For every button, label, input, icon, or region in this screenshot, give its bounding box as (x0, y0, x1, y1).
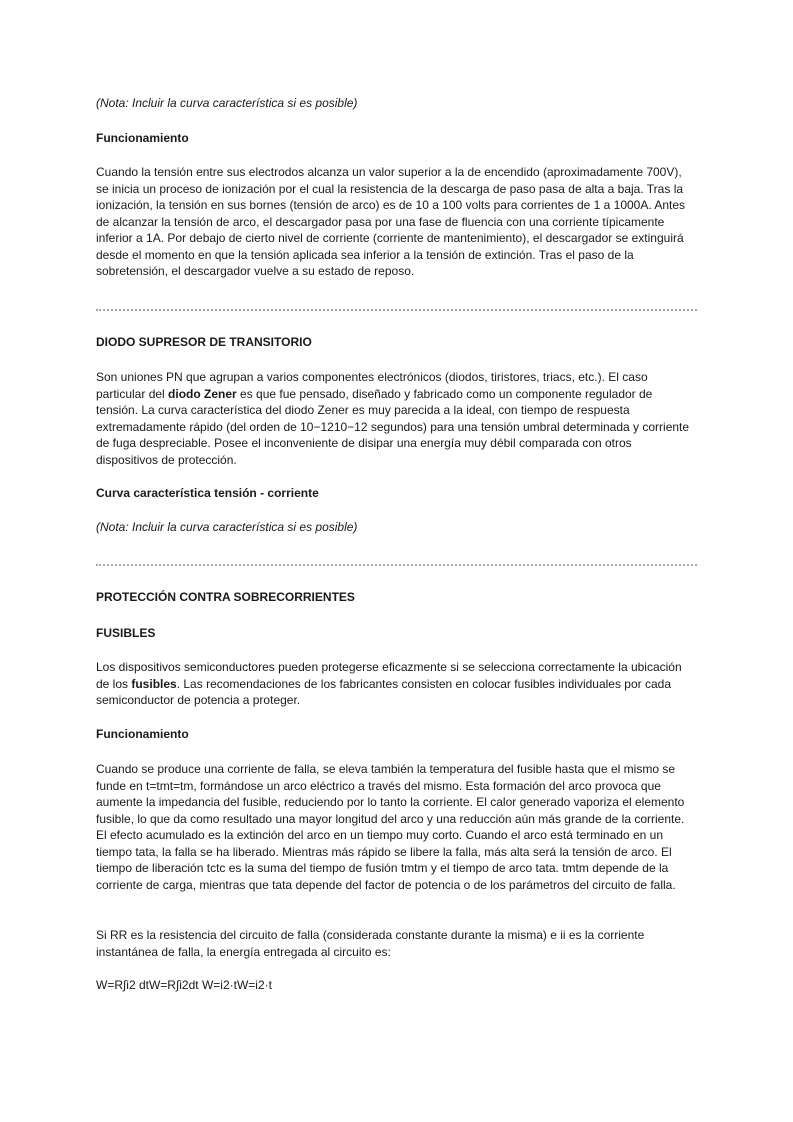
paragraph-descargador: Cuando la tensión entre sus electrodos alcanza un valor superior a la de encendido (aproximadamente 700V), se inicia un proceso de ionización por el cual la resistencia de la descarga de paso pasa de alta a baja. Tras la ionización, la tensión en sus bornes (tensión de arco) es de 10 a 100 volts para corrientes de 1 a 1000A. Antes de alcanzar la tensión de arco, el descargador pasa por una fase de fluencia con una corriente típicamente inferior a 1A. Por debajo de cierto nivel de corriente (corriente de mantenimiento), el descargador se extinguirá desde el momento en que la tensión aplicada sea inferior a la tensión de extinción. Tras el paso de la sobretensión, el descargador vuelve a su estado de reposo. (96, 165, 686, 278)
heading-diodo-supresor: DIODO SUPRESOR DE TRANSITORIO (96, 335, 312, 349)
heading-curva-caracteristica: Curva característica tensión - corriente (96, 486, 319, 500)
paragraph-fusibles: Los dispositivos semiconductores pueden protegerse eficazmente si se selecciona correctamente la ubicación de los fusibles. Las recomendaciones de los fabricantes consisten en colocar fusibles individuales por cada semiconductor de potencia a proteger. (96, 660, 682, 707)
curve-note-1: (Nota: Incluir la curva característica si es posible) (96, 96, 358, 110)
paragraph-diodo-zener: Son uniones PN que agrupan a varios componentes electrónicos (diodos, tiristores, triacs, etc.). El caso particular del diodo Zener es que fue pensado, diseñado y fabricado como un componente regulador de tensión. La curva característica del diodo Zener es muy parecida a la ideal, con tiempo de respuesta extremadamente rápido (del orden de 10−1210−12 segundos) para una tensión umbral determinada y corriente de fuga despreciable. Posee el inconveniente de disipar una energía muy débil comparada con otros dispositivos de protección. (96, 370, 690, 467)
curve-note-2: (Nota: Incluir la curva característica si es posible) (96, 520, 358, 534)
paragraph-corriente-falla: Cuando se produce una corriente de falla, se eleva también la temperatura del fusible hasta que el mismo se funde en t=tmt=tm, formándose un arco eléctrico a través del mismo. Esta formación del arco provoca que aumente la impedancia del fusible, reduciendo por lo tanto la corriente. El calor generado vaporiza el elemento fusible, lo que da como resultado una mayor longitud del arco y una reducción aún más grande de la corriente. El efecto acumulado es la extinción del arco en un tiempo muy corto. Cuando el arco está terminado en un tiempo tata, la falla se ha liberado. Mientras más rápido se libere la falla, más alta será la tensión de arco. El tiempo de liberación tctc es la suma del tiempo de fusión tmtm y el tiempo de arco tata. tmtm depende de la corriente de carga, mientras que tata depende del factor de potencia o de los parámetros del circuito de falla. (96, 762, 685, 892)
heading-funcionamiento-2: Funcionamiento (96, 727, 189, 741)
diodo-zener-term: diodo Zener (168, 386, 237, 401)
section-divider-1 (96, 309, 697, 311)
heading-proteccion-sobrecorrientes: PROTECCIÓN CONTRA SOBRECORRIENTES (96, 590, 355, 604)
heading-fusibles: FUSIBLES (96, 626, 156, 640)
fusibles-term: fusibles (131, 676, 177, 691)
paragraph-energia: Si RR es la resistencia del circuito de falla (considerada constante durante la misma) e ii es la corriente instantánea de falla, la energía entregada al circuito es: (96, 928, 645, 959)
energy-formula: W=R∫i2 dtW=R∫i2dt W=i2·tW=i2·t (96, 978, 272, 992)
section-divider-2 (96, 564, 697, 566)
heading-funcionamiento-1: Funcionamiento (96, 131, 189, 145)
